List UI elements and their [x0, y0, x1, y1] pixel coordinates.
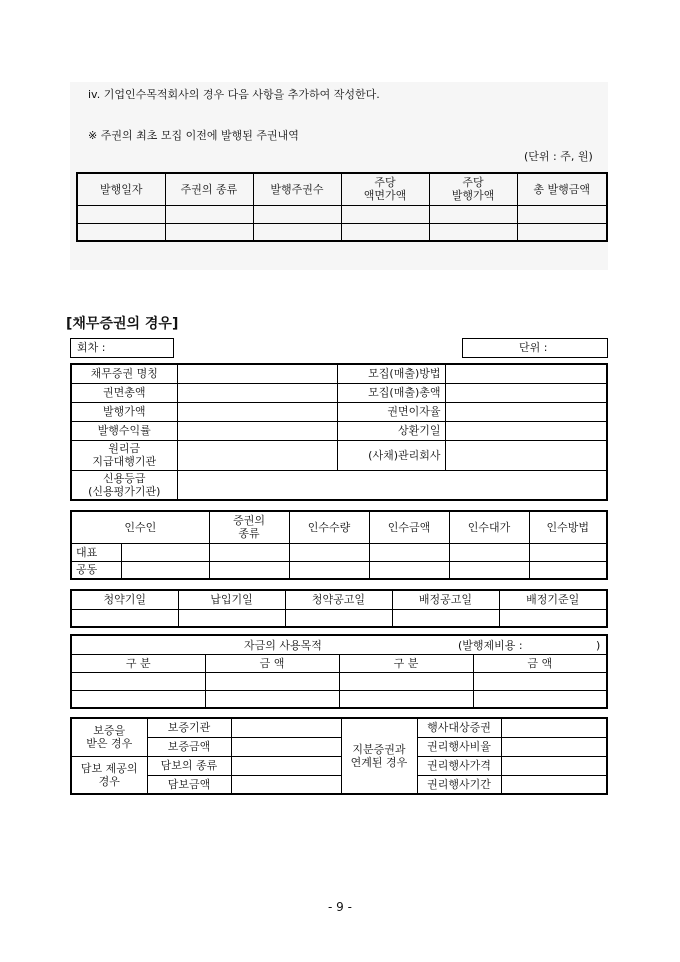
- section-title: [채무증권의 경우]: [66, 316, 179, 332]
- header-allotment-notice-date: 배정공고일: [392, 590, 499, 609]
- header-amount-1: 금 액: [205, 654, 339, 672]
- header-allotment-record-date: 배정기준일: [499, 590, 607, 609]
- page-number: - 9 -: [328, 900, 352, 914]
- label-guarantee-amount: 보증금액: [147, 737, 231, 756]
- table-row: [71, 561, 607, 579]
- pre-issue-stock-table: [76, 172, 608, 242]
- label-trustee: (사채)관리회사: [337, 440, 445, 470]
- label-credit-rating: 신용등급 (신용평가기관): [71, 470, 177, 500]
- table-row: [71, 672, 607, 690]
- label-exercise-period: 권리행사기간: [417, 775, 501, 794]
- unit-field[interactable]: 단위 :: [462, 338, 608, 358]
- table-row: [71, 690, 607, 708]
- unit-text: (단위 : 주, 원): [524, 150, 593, 163]
- label-guarantor: 보증기관: [147, 718, 231, 737]
- bond-info-table: [70, 363, 608, 501]
- round-field[interactable]: 회차 :: [70, 338, 174, 358]
- header-category-2: 구 분: [339, 654, 473, 672]
- header-issue-date: 발행일자: [77, 173, 165, 205]
- label-paying-agent: 원리금 지급대행기관: [71, 440, 177, 470]
- label-bond-name: 채무증권 명칭: [71, 364, 177, 383]
- header-subscription-date: 청약기일: [71, 590, 178, 609]
- label-collateral-type: 담보의 종류: [147, 756, 231, 775]
- table-row: [71, 543, 607, 561]
- row-label-joint: 공동: [71, 561, 121, 579]
- header-total-amount: 총 발행금액: [517, 173, 607, 205]
- label-collateral: 담보 제공의 경우: [71, 756, 147, 794]
- header-par-value: 주당 액면가액: [341, 173, 429, 205]
- issuance-cost-label: (발행제비용 :: [458, 639, 523, 652]
- underwriter-table: [70, 510, 608, 580]
- header-amount-2: 금 액: [473, 654, 607, 672]
- schedule-table: [70, 589, 608, 628]
- label-issue-price: 발행가액: [71, 402, 177, 421]
- label-exercise-ratio: 권리행사비율: [417, 737, 501, 756]
- header-amount: 인수금액: [369, 511, 449, 543]
- table-row: [71, 609, 607, 627]
- label-target-security: 행사대상증권: [417, 718, 501, 737]
- header-issued-shares: 발행주권수: [253, 173, 341, 205]
- label-guaranteed: 보증을 받은 경우: [71, 718, 147, 756]
- label-collateral-amount: 담보금액: [147, 775, 231, 794]
- funds-title-row: [71, 635, 607, 654]
- label-equity-linked: 지분증권과 연계된 경우: [341, 718, 417, 794]
- row-label-lead: 대표: [71, 543, 121, 561]
- table-row: [77, 223, 607, 241]
- instruction-text: iv. 기업인수목적회사의 경우 다음 사항을 추가하여 작성한다.: [88, 88, 380, 101]
- header-method: 인수방법: [529, 511, 607, 543]
- guarantee-table: [70, 717, 608, 795]
- header-stock-type: 주권의 종류: [165, 173, 253, 205]
- header-quantity: 인수수량: [289, 511, 369, 543]
- header-category-1: 구 분: [71, 654, 205, 672]
- header-security-type: 증권의 종류: [209, 511, 289, 543]
- funds-title: 자금의 사용목적: [244, 639, 322, 652]
- label-exercise-price: 권리행사가격: [417, 756, 501, 775]
- note-text: ※ 주권의 최초 모집 이전에 발행된 주권내역: [88, 129, 299, 142]
- header-payment-date: 납입기일: [178, 590, 285, 609]
- label-yield: 발행수익률: [71, 421, 177, 440]
- label-offering-method: 모집(매출)방법: [337, 364, 445, 383]
- header-issue-price: 주당 발행가액: [429, 173, 517, 205]
- header-subscription-notice-date: 청약공고일: [285, 590, 392, 609]
- table-row: [77, 205, 607, 223]
- use-of-funds-table: [70, 634, 608, 709]
- header-consideration: 인수대가: [449, 511, 529, 543]
- header-underwriter: 인수인: [71, 511, 209, 543]
- label-face-total: 권면총액: [71, 383, 177, 402]
- label-maturity: 상환기일: [337, 421, 445, 440]
- label-offering-total: 모집(매출)총액: [337, 383, 445, 402]
- label-coupon-rate: 권면이자율: [337, 402, 445, 421]
- issuance-cost-close: ): [596, 639, 601, 652]
